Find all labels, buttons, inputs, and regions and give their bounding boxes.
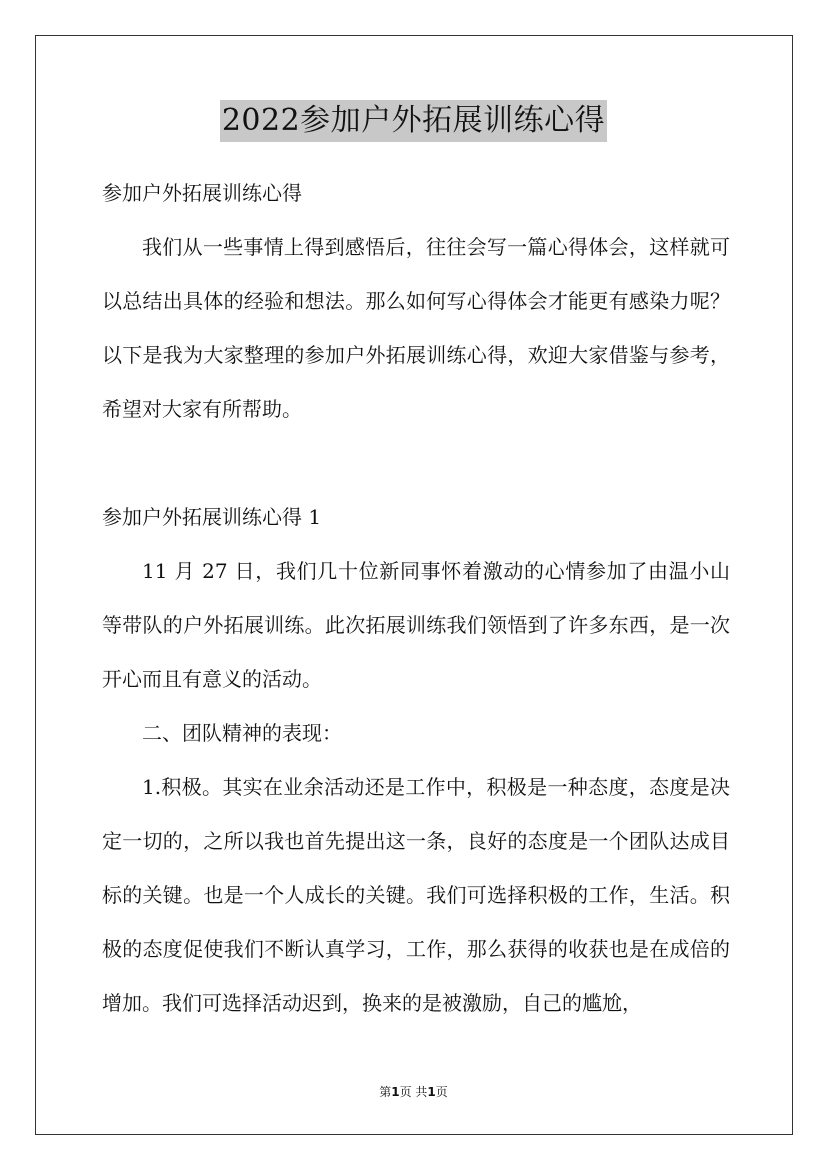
intro-paragraph: 我们从一些事情上得到感悟后，往往会写一篇心得体会，这样就可以总结出具体的经验和想法。那么如何写心得体会才能更有感染力呢？以下是我为大家整理的参加户外拓展训练心得，欢迎大家借鉴与参考，希望对大家有所帮助。 bbox=[102, 235, 730, 421]
spacer bbox=[102, 436, 730, 490]
footer-page-total: 1 bbox=[427, 1085, 436, 1099]
title-container bbox=[0, 100, 827, 142]
paragraph-1: 11 月 27 日，我们几十位新同事怀着激动的心情参加了由温小山等带队的户外拓展训练。此次拓展训练我们领悟到了许多东西，是一次开心而且有意义的活动。 bbox=[102, 559, 730, 691]
document-body bbox=[102, 166, 730, 1030]
footer-page-number: 1 bbox=[391, 1085, 400, 1099]
footer-mid: 页 共 bbox=[399, 1085, 428, 1099]
footer-suffix: 页 bbox=[435, 1085, 448, 1099]
page-footer bbox=[0, 1083, 827, 1100]
paragraph-3: 1.积极。其实在业余活动还是工作中，积极是一种态度，态度是决定一切的，之所以我也首先提出这一条，良好的态度是一个团队达成目标的关键。也是一个人成长的关键。我们可选择积极的工作，生活。积极的态度促使我们不断认真学习，工作，那么获得的收获也是在成倍的增加。我们可选择活动迟到，换来的是被激励，自己的尴尬， bbox=[102, 775, 730, 1015]
paragraph-2: 二、团队精神的表现： bbox=[142, 721, 342, 745]
section-title: 参加户外拓展训练心得 1 bbox=[102, 505, 322, 529]
footer-prefix: 第 bbox=[379, 1085, 392, 1099]
section-heading: 参加户外拓展训练心得 bbox=[102, 181, 302, 205]
document-title: 2022参加户外拓展训练心得 bbox=[220, 100, 607, 142]
